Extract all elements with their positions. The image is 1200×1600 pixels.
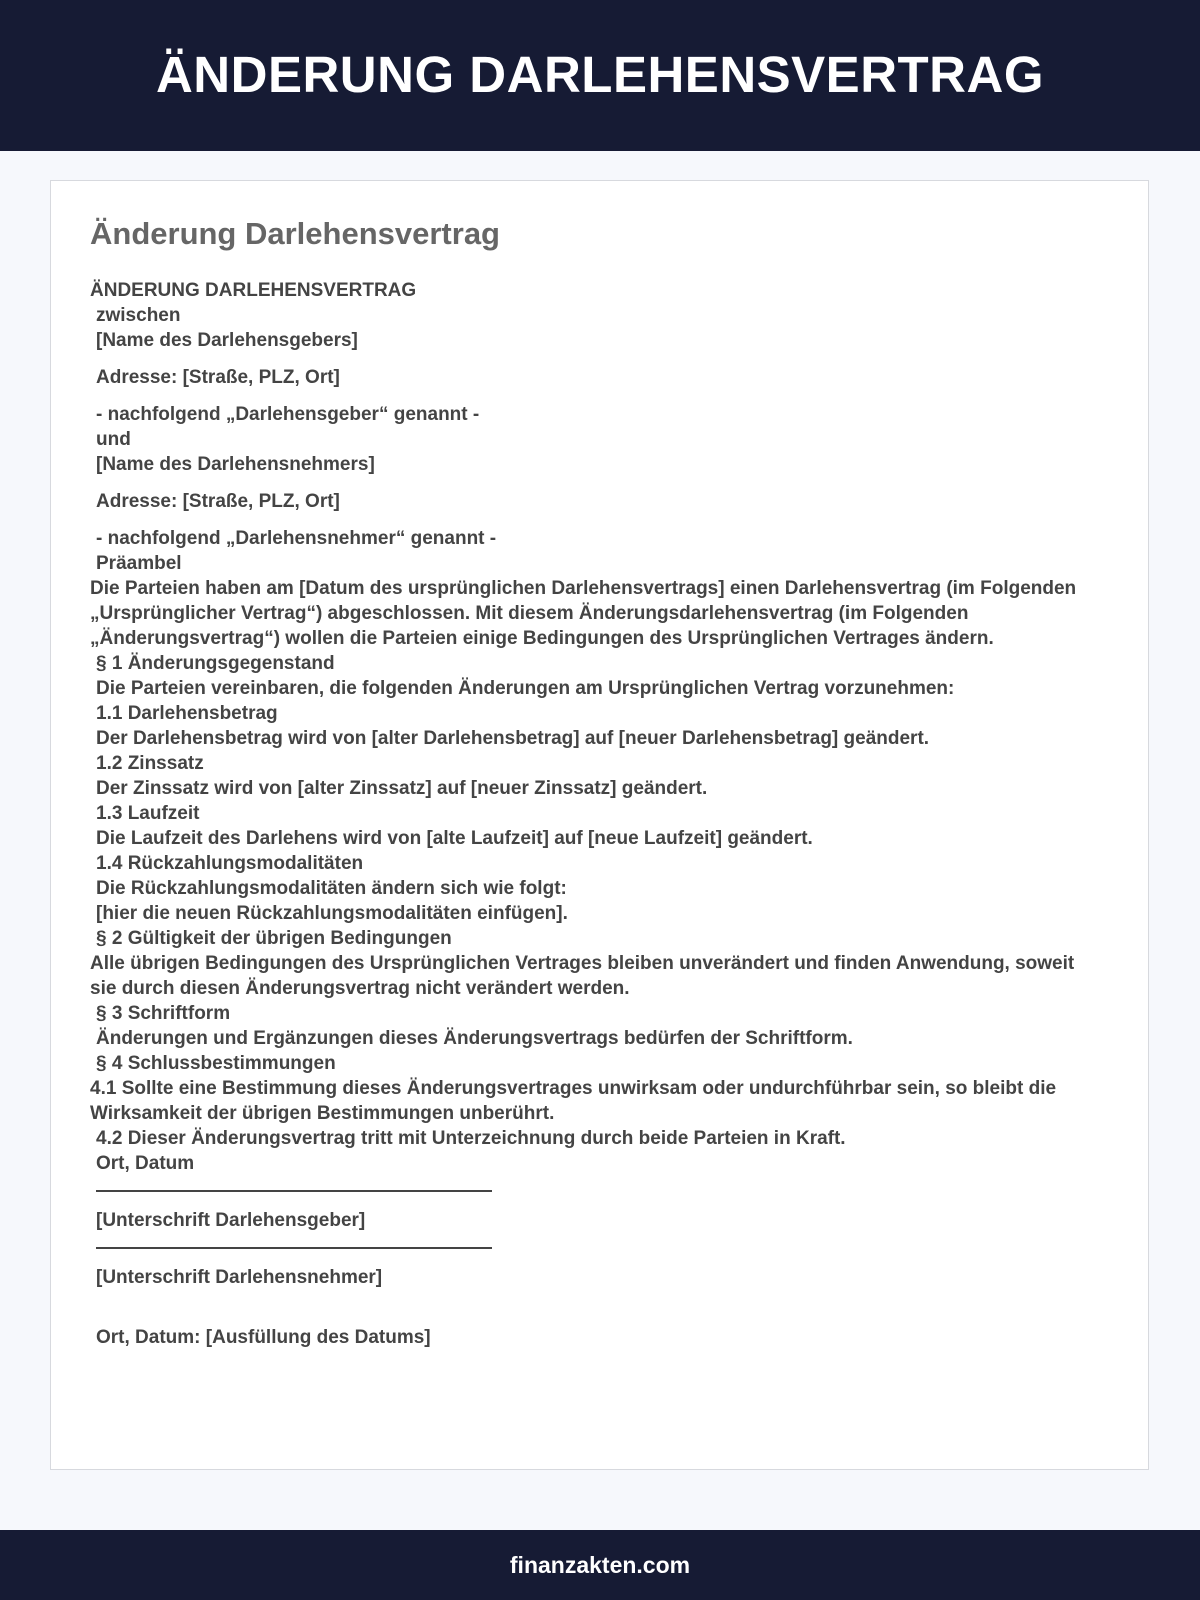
place-date-label: Ort, Datum: [96, 1153, 195, 1174]
footer-site-link[interactable]: finanzakten.com: [509, 1551, 691, 1578]
lender-designation: - nachfolgend „Darlehensgeber“ genannt -: [96, 404, 480, 425]
section-1-4-heading: 1.4 Rückzahlungsmodalitäten: [96, 853, 364, 874]
signature-label-lender: [Unterschrift Darlehensgeber]: [96, 1210, 366, 1231]
between-text: zwischen: [96, 305, 181, 326]
section-1-heading: § 1 Änderungsgegenstand: [96, 653, 335, 674]
section-1-intro: Die Parteien vereinbaren, die folgenden Änderungen am Ursprünglichen Vertrag vorzunehmen:: [96, 678, 955, 699]
lender-name: [Name des Darlehensgebers]: [96, 330, 358, 351]
lender-address: Adresse: [Straße, PLZ, Ort]: [96, 367, 340, 388]
section-1-4-text: Die Rückzahlungsmodalitäten ändern sich wie folgt:: [96, 878, 567, 899]
preamble-text: Die Parteien haben am [Datum des ursprünglichen Darlehensvertrags] einen Darlehensvertrag (im Folgenden „Ursprünglicher Vertrag“) abgeschlossen. Mit diesem Änderungsdarlehensvertrag (im Folgenden „Änderungsvertrag“) wollen die Parteien einige Bedingungen des Ursprünglichen Vertrages ändern.: [90, 578, 1077, 649]
section-4-heading: § 4 Schlussbestimmungen: [96, 1053, 336, 1074]
section-1-2-heading: 1.2 Zinssatz: [96, 753, 204, 774]
section-1-3-heading: 1.3 Laufzeit: [96, 803, 200, 824]
page-footer: [0, 1530, 1200, 1600]
section-1-3-text: Die Laufzeit des Darlehens wird von [alte Laufzeit] auf [neue Laufzeit] geändert.: [96, 828, 813, 849]
section-1-1-heading: 1.1 Darlehensbetrag: [96, 703, 278, 724]
borrower-address: Adresse: [Straße, PLZ, Ort]: [96, 491, 340, 512]
preamble-heading: Präambel: [96, 553, 182, 574]
section-3-heading: § 3 Schriftform: [96, 1003, 231, 1024]
final-place-date: Ort, Datum: [Ausfüllung des Datums]: [96, 1327, 431, 1348]
document-title: Änderung Darlehensvertrag: [90, 216, 500, 251]
section-1-1-text: Der Darlehensbetrag wird von [alter Darlehensbetrag] auf [neuer Darlehensbetrag] geändert.: [96, 728, 930, 749]
section-1-4-placeholder: [hier die neuen Rückzahlungsmodalitäten einfügen].: [96, 903, 568, 924]
section-3-text: Änderungen und Ergänzungen dieses Änderungsvertrags bedürfen der Schriftform.: [96, 1028, 853, 1049]
section-4-2-text: 4.2 Dieser Änderungsvertrag tritt mit Unterzeichnung durch beide Parteien in Kraft.: [96, 1128, 846, 1149]
contract-heading: ÄNDERUNG DARLEHENSVERTRAG: [90, 280, 417, 301]
section-2-text: Alle übrigen Bedingungen des Ursprünglichen Vertrages bleiben unverändert und finden Anwendung, soweit sie durch diesen Änderungsvertrag nicht verändert werden.: [90, 953, 1075, 999]
borrower-name: [Name des Darlehensnehmers]: [96, 454, 375, 475]
borrower-designation: - nachfolgend „Darlehensnehmer“ genannt -: [96, 528, 497, 549]
section-2-heading: § 2 Gültigkeit der übrigen Bedingungen: [96, 928, 452, 949]
signature-line-borrower: [96, 1247, 492, 1249]
header-title: ÄNDERUNG DARLEHENSVERTRAG: [155, 46, 1045, 103]
signature-line-lender: [96, 1190, 492, 1192]
section-4-1-text: 4.1 Sollte eine Bestimmung dieses Änderungsvertrages unwirksam oder undurchführbar sein, so bleibt die Wirksamkeit der übrigen Bestimmungen unberührt.: [90, 1078, 1057, 1124]
document-body: [90, 278, 1090, 1350]
page-header: [0, 0, 1200, 151]
section-1-2-text: Der Zinssatz wird von [alter Zinssatz] auf [neuer Zinssatz] geändert.: [96, 778, 708, 799]
signature-label-borrower: [Unterschrift Darlehensnehmer]: [96, 1267, 383, 1288]
and-text: und: [96, 429, 131, 450]
